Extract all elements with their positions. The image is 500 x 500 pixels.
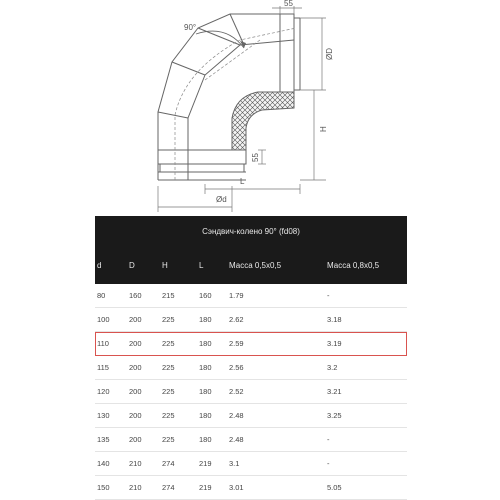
cell-D: 200 <box>129 339 142 348</box>
height-label: H <box>319 126 328 132</box>
cell-H: 225 <box>162 435 175 444</box>
cell-H: 215 <box>162 291 175 300</box>
cell-D: 210 <box>129 483 142 492</box>
cell-H: 225 <box>162 387 175 396</box>
table-row-highlighted <box>95 332 407 356</box>
cell-d: 110 <box>97 339 109 348</box>
table-row <box>95 380 407 404</box>
table-row <box>95 404 407 428</box>
table-row <box>95 428 407 452</box>
cell-D: 200 <box>129 387 142 396</box>
cell-H: 225 <box>162 363 175 372</box>
cell-D: 200 <box>129 435 142 444</box>
cell-D: 200 <box>129 315 142 324</box>
header-H: H <box>162 260 168 270</box>
table-title: Сэндвич-колено 90° (fd08) <box>95 216 407 246</box>
cell-L: 180 <box>199 339 212 348</box>
cell-mass-08: - <box>327 435 330 444</box>
cell-d: 140 <box>97 459 110 468</box>
cell-mass-08: 3.19 <box>327 339 342 348</box>
cell-L: 180 <box>199 411 212 420</box>
header-mass-05: Масса 0,5х0,5 <box>229 260 282 270</box>
table-header-row <box>95 246 407 284</box>
cell-d: 115 <box>97 363 109 372</box>
table-body <box>95 284 407 500</box>
cell-H: 274 <box>162 483 175 492</box>
cell-mass-08: - <box>327 459 330 468</box>
cell-mass-05: 2.52 <box>229 387 244 396</box>
cell-mass-08: 3.21 <box>327 387 342 396</box>
cell-L: 180 <box>199 387 212 396</box>
cell-L: 180 <box>199 315 212 324</box>
table-row <box>95 308 407 332</box>
cell-H: 225 <box>162 411 175 420</box>
vertical-flange <box>280 14 294 94</box>
cell-H: 225 <box>162 339 175 348</box>
cell-L: 180 <box>199 435 212 444</box>
cell-H: 225 <box>162 315 175 324</box>
cell-d: 100 <box>97 315 110 324</box>
outer-diameter-label: ØD <box>325 48 334 60</box>
cell-mass-05: 2.59 <box>229 339 244 348</box>
header-D: D <box>129 260 135 270</box>
inner-diameter-label: Ød <box>216 195 227 204</box>
side-dim-label: 55 <box>251 153 260 162</box>
angle-label: 90° <box>184 23 197 32</box>
cell-mass-08: 3.25 <box>327 411 342 420</box>
cell-H: 274 <box>162 459 175 468</box>
table-row <box>95 356 407 380</box>
cell-mass-08: 5.05 <box>327 483 342 492</box>
cell-mass-05: 1.79 <box>229 291 244 300</box>
length-label: L <box>240 177 245 186</box>
cell-mass-08: 3.18 <box>327 315 342 324</box>
spec-table <box>95 216 407 500</box>
header-d: d <box>97 260 102 270</box>
horizontal-flange <box>158 150 246 164</box>
cell-d: 130 <box>97 411 110 420</box>
elbow-technical-drawing <box>0 0 500 216</box>
cell-mass-05: 2.62 <box>229 315 244 324</box>
cell-mass-05: 2.48 <box>229 411 244 420</box>
cell-D: 200 <box>129 411 142 420</box>
cell-mass-05: 2.56 <box>229 363 244 372</box>
cell-D: 210 <box>129 459 142 468</box>
header-mass-08: Масса 0,8х0,5 <box>327 260 380 270</box>
cell-L: 160 <box>199 291 212 300</box>
top-dim-label: 55 <box>284 0 293 8</box>
cell-d: 150 <box>97 483 110 492</box>
cell-d: 135 <box>97 435 110 444</box>
cell-mass-08: 3.2 <box>327 363 338 372</box>
table-row <box>95 452 407 476</box>
cell-mass-05: 2.48 <box>229 435 244 444</box>
cell-L: 180 <box>199 363 212 372</box>
cell-L: 219 <box>199 483 212 492</box>
cell-mass-05: 3.01 <box>229 483 244 492</box>
cell-D: 160 <box>129 291 142 300</box>
header-L: L <box>199 260 204 270</box>
cell-D: 200 <box>129 363 142 372</box>
cell-L: 219 <box>199 459 212 468</box>
cell-d: 80 <box>97 291 106 300</box>
cell-mass-08: - <box>327 291 330 300</box>
insulation-section <box>232 92 294 150</box>
table-row <box>95 476 407 500</box>
cell-mass-05: 3.1 <box>229 459 240 468</box>
cell-d: 120 <box>97 387 110 396</box>
table-row <box>95 284 407 308</box>
